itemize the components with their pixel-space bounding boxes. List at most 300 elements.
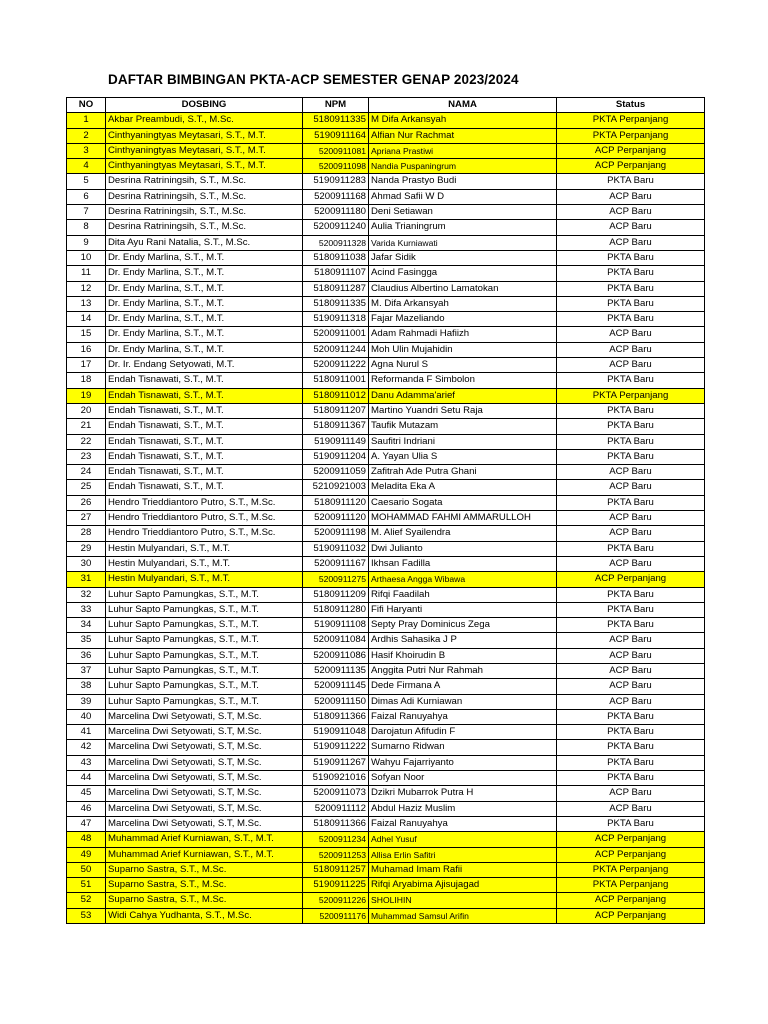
table-row — [67, 618, 705, 633]
cell-npm: 5190911032 — [303, 541, 369, 556]
cell-npm: 5190911225 — [303, 878, 369, 893]
cell-status: ACP Perpanjang — [557, 832, 705, 847]
table-row — [67, 235, 705, 250]
cell-dosbing: Desrina Ratriningsih, S.T., M.Sc. — [106, 220, 303, 235]
table-row — [67, 220, 705, 235]
cell-npm: 5180911366 — [303, 709, 369, 724]
cell-no: 5 — [67, 174, 106, 189]
cell-dosbing: Marcelina Dwi Setyowati, S.T, M.Sc. — [106, 801, 303, 816]
cell-status: PKTA Baru — [557, 618, 705, 633]
cell-npm: 5200911253 — [303, 847, 369, 862]
cell-nama: Wahyu Fajarriyanto — [369, 755, 557, 770]
cell-npm: 5200911098 — [303, 159, 369, 174]
cell-status: ACP Baru — [557, 694, 705, 709]
cell-no: 53 — [67, 908, 106, 923]
cell-no: 8 — [67, 220, 106, 235]
cell-status: ACP Baru — [557, 663, 705, 678]
cell-status: PKTA Baru — [557, 755, 705, 770]
table-row — [67, 541, 705, 556]
cell-nama: Danu Adamma'arief — [369, 388, 557, 403]
cell-status: PKTA Baru — [557, 740, 705, 755]
table-row — [67, 113, 705, 128]
cell-npm: 5190911149 — [303, 434, 369, 449]
cell-no: 30 — [67, 556, 106, 571]
cell-npm: 5190911283 — [303, 174, 369, 189]
cell-dosbing: Endah Tisnawati, S.T., M.T. — [106, 388, 303, 403]
table-row — [67, 128, 705, 143]
cell-dosbing: Dr. Endy Marlina, S.T., M.T. — [106, 312, 303, 327]
cell-status: PKTA Baru — [557, 541, 705, 556]
cell-status: ACP Baru — [557, 679, 705, 694]
cell-status: PKTA Perpanjang — [557, 388, 705, 403]
cell-npm: 5200911176 — [303, 908, 369, 923]
cell-npm: 5180911280 — [303, 602, 369, 617]
cell-no: 1 — [67, 113, 106, 128]
table-row — [67, 725, 705, 740]
cell-no: 32 — [67, 587, 106, 602]
cell-dosbing: Endah Tisnawati, S.T., M.T. — [106, 480, 303, 495]
cell-npm: 5180911012 — [303, 388, 369, 403]
table-row — [67, 388, 705, 403]
table-row — [67, 602, 705, 617]
cell-status: PKTA Baru — [557, 403, 705, 418]
cell-npm: 5180911120 — [303, 495, 369, 510]
table-row — [67, 327, 705, 342]
cell-status: PKTA Baru — [557, 281, 705, 296]
table-row — [67, 465, 705, 480]
cell-nama: Fajar Mazeliando — [369, 312, 557, 327]
cell-no: 6 — [67, 189, 106, 204]
cell-npm: 5190921016 — [303, 771, 369, 786]
cell-npm: 5210921003 — [303, 480, 369, 495]
table-row — [67, 159, 705, 174]
table-row — [67, 480, 705, 495]
cell-status: ACP Baru — [557, 205, 705, 220]
cell-dosbing: Endah Tisnawati, S.T., M.T. — [106, 434, 303, 449]
header-npm: NPM — [303, 98, 369, 113]
cell-no: 2 — [67, 128, 106, 143]
cell-no: 10 — [67, 250, 106, 265]
cell-no: 43 — [67, 755, 106, 770]
cell-nama: Martino Yuandri Setu Raja — [369, 403, 557, 418]
cell-status: ACP Baru — [557, 801, 705, 816]
cell-no: 12 — [67, 281, 106, 296]
table-row — [67, 296, 705, 311]
cell-nama: Faizal Ranuyahya — [369, 709, 557, 724]
cell-nama: A. Yayan Ulia S — [369, 449, 557, 464]
cell-nama: Ardhis Sahasika J P — [369, 633, 557, 648]
cell-npm: 5200911180 — [303, 205, 369, 220]
cell-nama: SHOLIHIN — [369, 893, 557, 908]
cell-status: PKTA Baru — [557, 709, 705, 724]
cell-nama: Meladita Eka A — [369, 480, 557, 495]
cell-status: PKTA Baru — [557, 373, 705, 388]
cell-npm: 5200911244 — [303, 342, 369, 357]
table-row — [67, 373, 705, 388]
table-row — [67, 266, 705, 281]
cell-no: 9 — [67, 235, 106, 250]
cell-dosbing: Marcelina Dwi Setyowati, S.T, M.Sc. — [106, 816, 303, 831]
cell-dosbing: Luhur Sapto Pamungkas, S.T., M.T. — [106, 602, 303, 617]
cell-dosbing: Luhur Sapto Pamungkas, S.T., M.T. — [106, 618, 303, 633]
cell-npm: 5190911267 — [303, 755, 369, 770]
cell-dosbing: Hestin Mulyandari, S.T., M.T. — [106, 572, 303, 587]
cell-dosbing: Marcelina Dwi Setyowati, S.T, M.Sc. — [106, 725, 303, 740]
cell-no: 47 — [67, 816, 106, 831]
cell-nama: Nanda Prastyo Budi — [369, 174, 557, 189]
cell-npm: 5200911198 — [303, 526, 369, 541]
cell-status: PKTA Baru — [557, 725, 705, 740]
cell-status: ACP Baru — [557, 556, 705, 571]
cell-dosbing: Akbar Preambudi, S.T., M.Sc. — [106, 113, 303, 128]
cell-status: PKTA Baru — [557, 587, 705, 602]
cell-status: PKTA Perpanjang — [557, 128, 705, 143]
cell-no: 11 — [67, 266, 106, 281]
cell-dosbing: Dr. Endy Marlina, S.T., M.T. — [106, 250, 303, 265]
table-row — [67, 358, 705, 373]
cell-npm: 5180911038 — [303, 250, 369, 265]
cell-npm: 5200911222 — [303, 358, 369, 373]
cell-no: 48 — [67, 832, 106, 847]
cell-nama: Ikhsan Fadilla — [369, 556, 557, 571]
table-row — [67, 908, 705, 923]
cell-nama: Anggita Putri Nur Rahmah — [369, 663, 557, 678]
cell-status: PKTA Baru — [557, 434, 705, 449]
cell-nama: Muhammad Samsul Arifin — [369, 908, 557, 923]
cell-nama: Darojatun Afifudin F — [369, 725, 557, 740]
cell-dosbing: Marcelina Dwi Setyowati, S.T, M.Sc. — [106, 740, 303, 755]
cell-no: 40 — [67, 709, 106, 724]
cell-dosbing: Cinthyaningtyas Meytasari, S.T., M.T. — [106, 143, 303, 158]
cell-dosbing: Muhammad Arief Kurniawan, S.T., M.T. — [106, 832, 303, 847]
cell-npm: 5200911234 — [303, 832, 369, 847]
cell-nama: Zafitrah Ade Putra Ghani — [369, 465, 557, 480]
cell-dosbing: Luhur Sapto Pamungkas, S.T., M.T. — [106, 633, 303, 648]
cell-dosbing: Muhammad Arief Kurniawan, S.T., M.T. — [106, 847, 303, 862]
table-row — [67, 174, 705, 189]
cell-status: ACP Baru — [557, 342, 705, 357]
header-dosbing: DOSBING — [106, 98, 303, 113]
cell-status: PKTA Baru — [557, 771, 705, 786]
cell-nama: Taufik Mutazam — [369, 419, 557, 434]
table-header-row — [67, 98, 705, 113]
cell-dosbing: Luhur Sapto Pamungkas, S.T., M.T. — [106, 587, 303, 602]
cell-status: PKTA Perpanjang — [557, 113, 705, 128]
cell-dosbing: Dr. Endy Marlina, S.T., M.T. — [106, 327, 303, 342]
cell-dosbing: Cinthyaningtyas Meytasari, S.T., M.T. — [106, 159, 303, 174]
cell-status: ACP Perpanjang — [557, 143, 705, 158]
cell-dosbing: Dr. Ir. Endang Setyowati, M.T. — [106, 358, 303, 373]
cell-dosbing: Endah Tisnawati, S.T., M.T. — [106, 373, 303, 388]
cell-npm: 5200911001 — [303, 327, 369, 342]
cell-npm: 5200911328 — [303, 235, 369, 250]
cell-status: PKTA Baru — [557, 250, 705, 265]
table-row — [67, 250, 705, 265]
table-row — [67, 143, 705, 158]
cell-nama: Nandia Puspaningrum — [369, 159, 557, 174]
cell-no: 13 — [67, 296, 106, 311]
cell-npm: 5190911048 — [303, 725, 369, 740]
cell-npm: 5200911120 — [303, 511, 369, 526]
cell-nama: Rifqi Faadilah — [369, 587, 557, 602]
cell-dosbing: Desrina Ratriningsih, S.T., M.Sc. — [106, 189, 303, 204]
cell-dosbing: Hendro Trieddiantoro Putro, S.T., M.Sc. — [106, 495, 303, 510]
cell-no: 44 — [67, 771, 106, 786]
cell-npm: 5200911086 — [303, 648, 369, 663]
cell-nama: Dimas Adi Kurniawan — [369, 694, 557, 709]
cell-no: 33 — [67, 602, 106, 617]
cell-no: 36 — [67, 648, 106, 663]
cell-nama: MOHAMMAD FAHMI AMMARULLOH — [369, 511, 557, 526]
cell-npm: 5180911335 — [303, 296, 369, 311]
cell-dosbing: Endah Tisnawati, S.T., M.T. — [106, 465, 303, 480]
cell-nama: Claudius Albertino Lamatokan — [369, 281, 557, 296]
cell-npm: 5200911081 — [303, 143, 369, 158]
cell-no: 23 — [67, 449, 106, 464]
cell-npm: 5180911257 — [303, 862, 369, 877]
table-row — [67, 816, 705, 831]
table-row — [67, 862, 705, 877]
cell-npm: 5200911150 — [303, 694, 369, 709]
cell-no: 38 — [67, 679, 106, 694]
cell-no: 29 — [67, 541, 106, 556]
document-title: DAFTAR BIMBINGAN PKTA-ACP SEMESTER GENAP 2023/2024 — [108, 72, 519, 87]
table-row — [67, 281, 705, 296]
header-nama: NAMA — [369, 98, 557, 113]
table-row — [67, 449, 705, 464]
table-row — [67, 403, 705, 418]
cell-dosbing: Cinthyaningtyas Meytasari, S.T., M.T. — [106, 128, 303, 143]
cell-npm: 5200911135 — [303, 663, 369, 678]
cell-npm: 5200911167 — [303, 556, 369, 571]
cell-npm: 5180911001 — [303, 373, 369, 388]
cell-dosbing: Marcelina Dwi Setyowati, S.T, M.Sc. — [106, 755, 303, 770]
cell-nama: Septy Pray Dominicus Zega — [369, 618, 557, 633]
cell-npm: 5200911112 — [303, 801, 369, 816]
cell-npm: 5200911240 — [303, 220, 369, 235]
table-row — [67, 801, 705, 816]
cell-nama: Dede Firmana A — [369, 679, 557, 694]
table-row — [67, 511, 705, 526]
cell-no: 35 — [67, 633, 106, 648]
table-row — [67, 633, 705, 648]
cell-npm: 5180911367 — [303, 419, 369, 434]
cell-nama: Jafar Sidik — [369, 250, 557, 265]
cell-dosbing: Luhur Sapto Pamungkas, S.T., M.T. — [106, 648, 303, 663]
table-row — [67, 495, 705, 510]
cell-status: ACP Baru — [557, 648, 705, 663]
cell-nama: Dzikri Mubarrok Putra H — [369, 786, 557, 801]
cell-dosbing: Desrina Ratriningsih, S.T., M.Sc. — [106, 174, 303, 189]
cell-no: 18 — [67, 373, 106, 388]
cell-no: 25 — [67, 480, 106, 495]
cell-nama: Saufitri Indriani — [369, 434, 557, 449]
table-row — [67, 526, 705, 541]
table-row — [67, 709, 705, 724]
table-row — [67, 205, 705, 220]
cell-nama: Muhamad Imam Rafii — [369, 862, 557, 877]
cell-nama: M. Difa Arkansyah — [369, 296, 557, 311]
table-row — [67, 556, 705, 571]
table-row — [67, 878, 705, 893]
table-row — [67, 434, 705, 449]
table-row — [67, 740, 705, 755]
cell-nama: Deni Setiawan — [369, 205, 557, 220]
table-row — [67, 663, 705, 678]
cell-npm: 5200911073 — [303, 786, 369, 801]
table-row — [67, 755, 705, 770]
cell-nama: Reformanda F Simbolon — [369, 373, 557, 388]
cell-dosbing: Luhur Sapto Pamungkas, S.T., M.T. — [106, 694, 303, 709]
cell-npm: 5180911107 — [303, 266, 369, 281]
cell-npm: 5200911168 — [303, 189, 369, 204]
cell-no: 31 — [67, 572, 106, 587]
cell-npm: 5200911145 — [303, 679, 369, 694]
cell-dosbing: Suparno Sastra, S.T., M.Sc. — [106, 893, 303, 908]
table-row — [67, 648, 705, 663]
cell-status: PKTA Baru — [557, 296, 705, 311]
cell-nama: Varida Kurniawati — [369, 235, 557, 250]
cell-dosbing: Hestin Mulyandari, S.T., M.T. — [106, 556, 303, 571]
cell-no: 7 — [67, 205, 106, 220]
cell-no: 39 — [67, 694, 106, 709]
table-body — [67, 113, 705, 924]
cell-status: ACP Perpanjang — [557, 847, 705, 862]
cell-status: ACP Baru — [557, 235, 705, 250]
cell-no: 50 — [67, 862, 106, 877]
table-row — [67, 419, 705, 434]
cell-no: 51 — [67, 878, 106, 893]
cell-status: ACP Perpanjang — [557, 572, 705, 587]
header-status: Status — [557, 98, 705, 113]
cell-dosbing: Dr. Endy Marlina, S.T., M.T. — [106, 266, 303, 281]
cell-no: 19 — [67, 388, 106, 403]
cell-dosbing: Marcelina Dwi Setyowati, S.T, M.Sc. — [106, 786, 303, 801]
cell-no: 21 — [67, 419, 106, 434]
table-row — [67, 312, 705, 327]
cell-status: PKTA Baru — [557, 602, 705, 617]
cell-npm: 5180911209 — [303, 587, 369, 602]
table-row — [67, 587, 705, 602]
cell-nama: M Difa Arkansyah — [369, 113, 557, 128]
cell-npm: 5190911204 — [303, 449, 369, 464]
cell-nama: Alfian Nur Rachmat — [369, 128, 557, 143]
table-row — [67, 786, 705, 801]
cell-dosbing: Dita Ayu Rani Natalia, S.T., M.Sc. — [106, 235, 303, 250]
cell-nama: Faizal Ranuyahya — [369, 816, 557, 831]
cell-dosbing: Luhur Sapto Pamungkas, S.T., M.T. — [106, 663, 303, 678]
cell-status: ACP Baru — [557, 189, 705, 204]
cell-no: 26 — [67, 495, 106, 510]
cell-nama: M. Alief Syailendra — [369, 526, 557, 541]
cell-no: 46 — [67, 801, 106, 816]
cell-status: PKTA Baru — [557, 816, 705, 831]
cell-status: PKTA Perpanjang — [557, 878, 705, 893]
cell-nama: Rifqi Aryabima Ajisujagad — [369, 878, 557, 893]
cell-nama: Moh Ulin Mujahidin — [369, 342, 557, 357]
cell-nama: Adhel Yusuf — [369, 832, 557, 847]
cell-dosbing: Dr. Endy Marlina, S.T., M.T. — [106, 281, 303, 296]
table-row — [67, 847, 705, 862]
cell-no: 34 — [67, 618, 106, 633]
cell-no: 37 — [67, 663, 106, 678]
cell-npm: 5180911335 — [303, 113, 369, 128]
table-row — [67, 342, 705, 357]
cell-no: 16 — [67, 342, 106, 357]
cell-nama: Caesario Sogata — [369, 495, 557, 510]
cell-status: ACP Perpanjang — [557, 908, 705, 923]
cell-nama: Acind Fasingga — [369, 266, 557, 281]
cell-dosbing: Luhur Sapto Pamungkas, S.T., M.T. — [106, 679, 303, 694]
cell-status: ACP Baru — [557, 633, 705, 648]
cell-npm: 5190911222 — [303, 740, 369, 755]
cell-dosbing: Marcelina Dwi Setyowati, S.T, M.Sc. — [106, 709, 303, 724]
cell-npm: 5200911275 — [303, 572, 369, 587]
cell-nama: Fifi Haryanti — [369, 602, 557, 617]
table-row — [67, 694, 705, 709]
cell-dosbing: Dr. Endy Marlina, S.T., M.T. — [106, 296, 303, 311]
cell-no: 20 — [67, 403, 106, 418]
cell-status: PKTA Baru — [557, 312, 705, 327]
cell-nama: Allisa Erlin Safitri — [369, 847, 557, 862]
cell-npm: 5180911366 — [303, 816, 369, 831]
supervision-table — [66, 97, 705, 924]
cell-npm: 5180911207 — [303, 403, 369, 418]
cell-npm: 5200911084 — [303, 633, 369, 648]
cell-nama: Aulia Trianingrum — [369, 220, 557, 235]
cell-nama: Ahmad Safii W D — [369, 189, 557, 204]
cell-status: PKTA Baru — [557, 174, 705, 189]
cell-no: 52 — [67, 893, 106, 908]
cell-dosbing: Marcelina Dwi Setyowati, S.T, M.Sc. — [106, 771, 303, 786]
cell-no: 3 — [67, 143, 106, 158]
cell-status: ACP Baru — [557, 465, 705, 480]
cell-status: ACP Perpanjang — [557, 893, 705, 908]
cell-status: PKTA Baru — [557, 495, 705, 510]
cell-dosbing: Endah Tisnawati, S.T., M.T. — [106, 419, 303, 434]
cell-no: 15 — [67, 327, 106, 342]
table-row — [67, 572, 705, 587]
cell-dosbing: Endah Tisnawati, S.T., M.T. — [106, 403, 303, 418]
table-row — [67, 771, 705, 786]
cell-no: 41 — [67, 725, 106, 740]
cell-npm: 5190911108 — [303, 618, 369, 633]
cell-no: 27 — [67, 511, 106, 526]
table-row — [67, 893, 705, 908]
cell-dosbing: Desrina Ratriningsih, S.T., M.Sc. — [106, 205, 303, 220]
cell-status: ACP Baru — [557, 526, 705, 541]
cell-no: 4 — [67, 159, 106, 174]
cell-dosbing: Hendro Trieddiantoro Putro, S.T., M.Sc. — [106, 511, 303, 526]
cell-npm: 5200911059 — [303, 465, 369, 480]
cell-status: PKTA Perpanjang — [557, 862, 705, 877]
cell-no: 22 — [67, 434, 106, 449]
cell-status: ACP Baru — [557, 480, 705, 495]
cell-npm: 5190911318 — [303, 312, 369, 327]
cell-no: 42 — [67, 740, 106, 755]
cell-dosbing: Suparno Sastra, S.T., M.Sc. — [106, 862, 303, 877]
cell-status: ACP Baru — [557, 220, 705, 235]
cell-no: 24 — [67, 465, 106, 480]
cell-status: ACP Perpanjang — [557, 159, 705, 174]
cell-status: PKTA Baru — [557, 419, 705, 434]
cell-nama: Hasif Khoirudin B — [369, 648, 557, 663]
cell-dosbing: Suparno Sastra, S.T., M.Sc. — [106, 878, 303, 893]
cell-no: 14 — [67, 312, 106, 327]
cell-status: ACP Baru — [557, 358, 705, 373]
cell-npm: 5190911164 — [303, 128, 369, 143]
cell-nama: Abdul Haziz Muslim — [369, 801, 557, 816]
